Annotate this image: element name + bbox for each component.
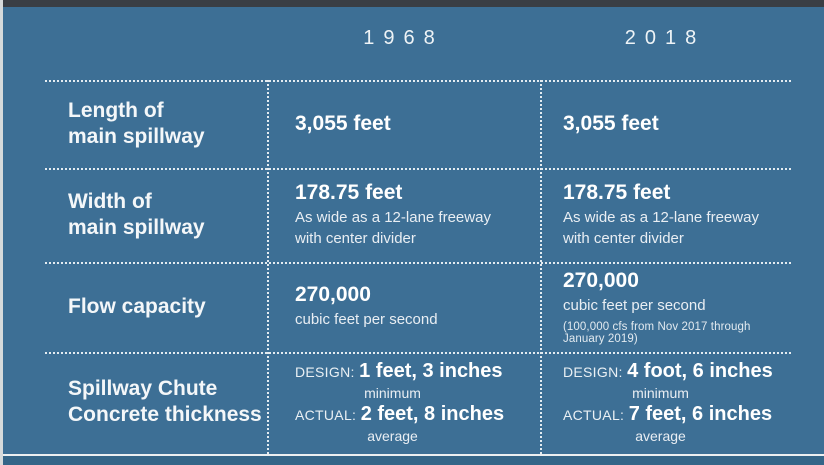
value-width-sub: with center divider — [563, 229, 684, 247]
column-divider-right — [540, 80, 542, 454]
actual-spec-line — [295, 402, 537, 428]
row-label-thickness — [68, 352, 268, 452]
row-label-line: Concrete thickness — [68, 403, 262, 426]
design-label: DESIGN: — [295, 364, 355, 380]
design-spec-line — [295, 359, 537, 385]
design-value-2018: 4 foot, 6 inches — [627, 360, 773, 382]
cell-length-1968 — [295, 80, 537, 168]
design-value-1968: 1 feet, 3 inches — [359, 360, 503, 382]
page-left-edge — [0, 0, 3, 465]
cell-flow-2018 — [563, 262, 795, 352]
value-width-2018: 178.75 feet — [563, 181, 671, 205]
design-note: minimum — [632, 385, 689, 401]
window-top-bar — [0, 0, 824, 7]
design-note: minimum — [364, 385, 421, 401]
value-width-1968: 178.75 feet — [295, 181, 403, 205]
actual-spec-line — [563, 402, 795, 428]
cell-flow-1968 — [295, 262, 537, 352]
row-label-line: Flow capacity — [68, 295, 206, 319]
actual-note: average — [635, 428, 686, 444]
cell-width-2018 — [563, 168, 795, 262]
actual-value-2018: 7 feet, 6 inches — [628, 403, 773, 425]
column-header-2018: 2018 — [624, 27, 706, 49]
design-label: DESIGN: — [563, 364, 623, 380]
value-flow-footnote: (100,000 cfs from Nov 2017 through January 2019) — [563, 321, 751, 346]
value-width-sub: As wide as a 12-lane freeway — [295, 209, 491, 227]
value-length-1968: 3,055 feet — [295, 111, 391, 135]
cell-width-1968 — [295, 168, 537, 262]
value-width-sub: with center divider — [295, 229, 416, 247]
actual-value-1968: 2 feet, 8 inches — [360, 403, 505, 425]
row-label-line: Width of — [68, 190, 152, 214]
actual-label: ACTUAL: — [295, 407, 357, 423]
row-label-line: Length of — [68, 99, 164, 123]
design-spec-line — [563, 359, 795, 385]
row-label-line: main spillway — [68, 216, 205, 239]
column-header-1968: 1968 — [363, 27, 444, 49]
value-width-sub: As wide as a 12-lane freeway — [563, 209, 759, 227]
cell-thickness-2018 — [563, 352, 795, 452]
row-label-length — [68, 80, 268, 168]
cell-thickness-1968 — [295, 352, 537, 452]
value-flow-2018: 270,000 — [563, 268, 639, 292]
actual-label: ACTUAL: — [563, 407, 625, 423]
value-length-2018: 3,055 feet — [563, 111, 659, 135]
value-flow-sub: cubic feet per second — [295, 311, 438, 329]
cell-length-2018 — [563, 80, 795, 168]
value-flow-1968: 270,000 — [295, 283, 371, 307]
value-flow-sub: cubic feet per second — [563, 296, 706, 314]
actual-note: average — [367, 428, 418, 444]
row-label-width — [68, 168, 268, 262]
bottom-strip — [3, 456, 824, 465]
row-label-line: main spillway — [68, 125, 205, 148]
row-label-line: Spillway Chute — [68, 377, 218, 401]
row-label-flow — [68, 262, 268, 352]
